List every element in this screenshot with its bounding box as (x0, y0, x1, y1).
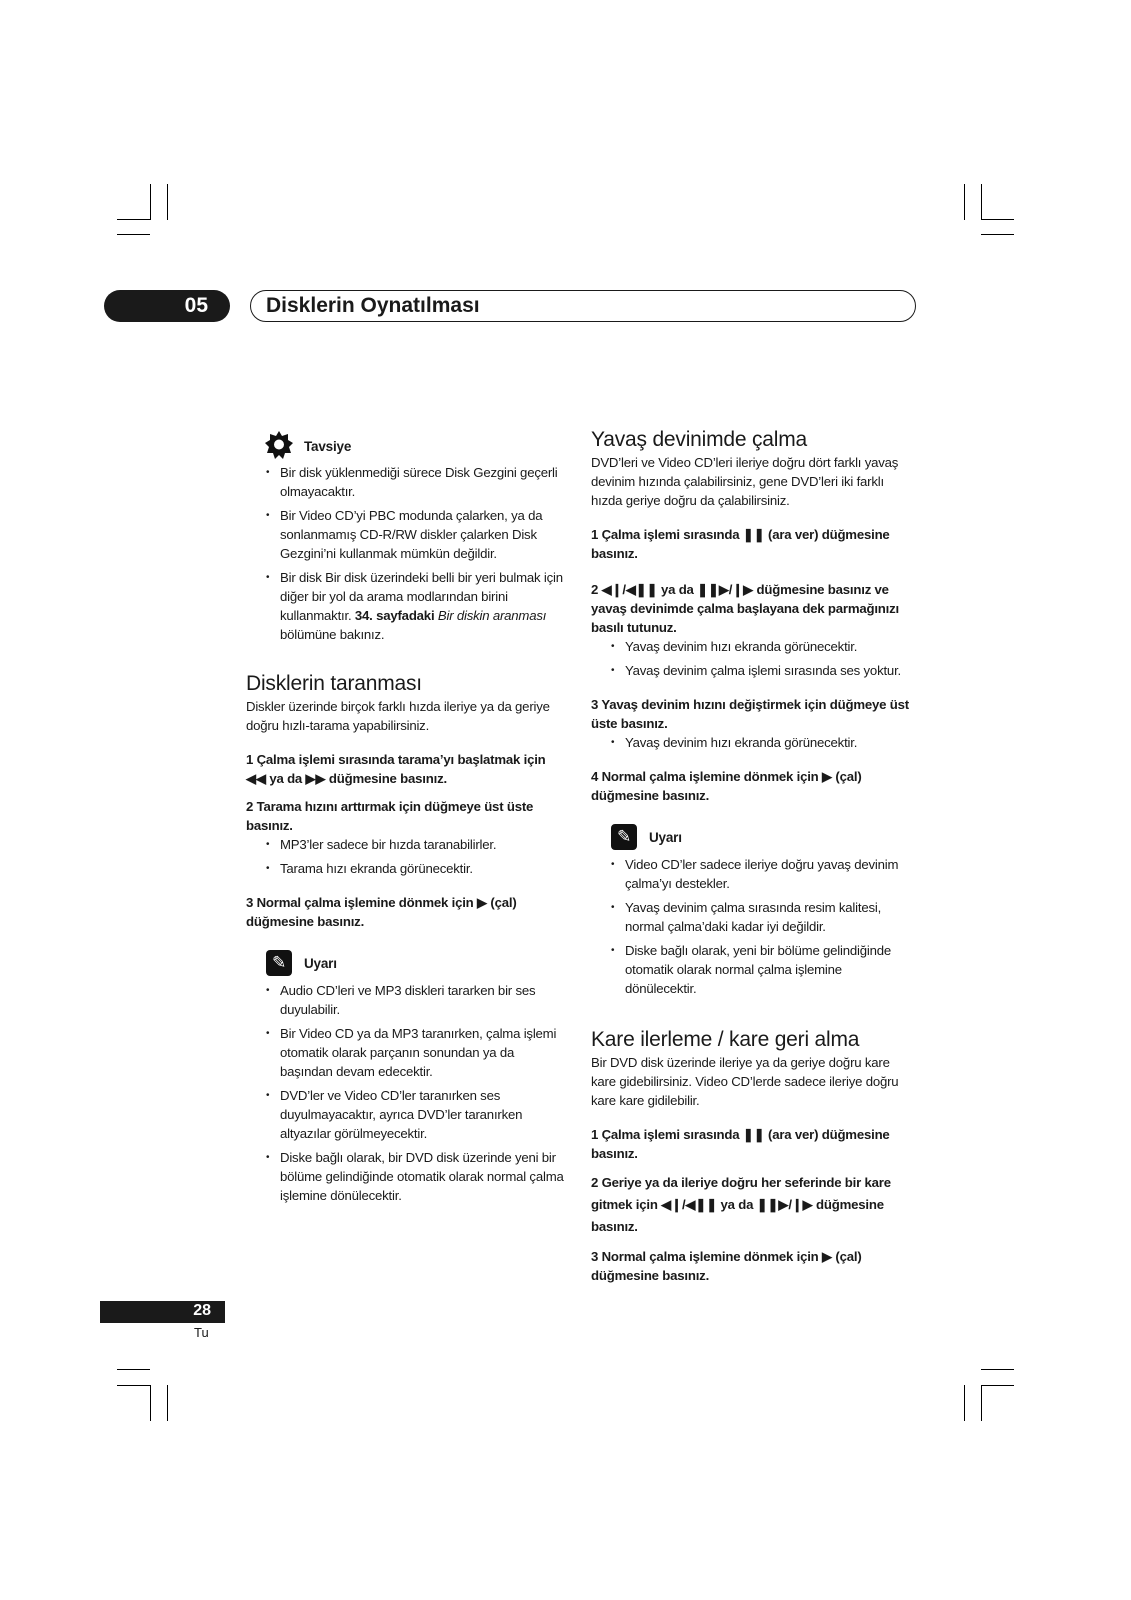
frame-step-3: 3 Normal çalma işlemine dönmek için ▶ (çal) düğmesine basınız. (591, 1249, 862, 1283)
slow-step-1: 1 Çalma işlemi sırasında ❚❚ (ara ver) düğmesine basınız. (591, 527, 890, 561)
left-column (246, 433, 564, 1205)
slow-note-list (591, 855, 909, 998)
crop-mark (981, 219, 1014, 220)
chapter-number: 05 (104, 290, 230, 322)
list-item: • Yavaş devinim çalma işlemi sırasında ses yoktur. (591, 661, 909, 680)
crop-mark (981, 234, 1014, 235)
tip-label: Tavsiye (304, 439, 352, 454)
slow-step-2: 2 ◀❙/◀❚❚ ya da ❚❚▶/❙▶ düğmesine basınız ve yavaş devinimde çalma başlayana dek parmağınızı basılı tutunuz. (591, 582, 899, 635)
crop-mark (981, 1385, 982, 1421)
tip-header (246, 433, 564, 461)
frame-step-2: 2 Geriye ya da ileriye doğru her seferinde bir kare gitmek için ◀❙/◀❚❚ ya da ❚❚▶/❙▶ düğmesine basınız. (591, 1175, 891, 1234)
note-item: • Bir Video CD ya da MP3 taranırken, çalma işlemi otomatik olarak parçanın sonundan ya da başından devam edecektir. (246, 1024, 564, 1081)
note-item: • Diske bağlı olarak, yeni bir bölüme gelindiğinde otomatik olarak normal çalma işlemine dönülecektir. (591, 941, 909, 998)
crop-mark (167, 1385, 168, 1421)
frame-step-1: 1 Çalma işlemi sırasında ❚❚ (ara ver) düğmesine basınız. (591, 1127, 890, 1161)
chapter-title: Disklerin Oynatılması (250, 290, 916, 322)
note-item: • Diske bağlı olarak, bir DVD disk üzerinde yeni bir bölüme gelindiğinde otomatik olarak normal çalma işlemine dönülecektir. (246, 1148, 564, 1205)
scan-intro: Diskler üzerinde birçok farklı hızda ileriye ya da geriye doğru hızlı-tarama yapabilirsiniz. (246, 699, 550, 733)
note-header (591, 824, 909, 852)
list-item: • Yavaş devinim hızı ekranda görünecektir. (591, 637, 909, 656)
crop-mark (150, 184, 151, 220)
page-number: 28 (100, 1301, 225, 1323)
crop-mark (964, 184, 965, 220)
crop-mark (981, 184, 982, 220)
pencil-icon: ✎ (611, 824, 637, 850)
note-item: • Video CD’ler sadece ileriye doğru yavaş devinim çalma’yı destekler. (591, 855, 909, 893)
crop-mark (167, 184, 168, 220)
crop-mark (964, 1385, 965, 1421)
crop-mark (981, 1385, 1014, 1386)
language-code: Tu (194, 1325, 209, 1340)
scan-note-list (246, 981, 564, 1205)
slow-step-2-list (591, 637, 909, 680)
note-label: Uyarı (304, 956, 337, 971)
tip-item: • Bir disk Bir disk üzerindeki belli bir yeri bulmak için diğer bir yol da arama modlarından birini kullanmaktır. 34. sayfadaki Bir diskin aranması bölümüne bakınız. (246, 568, 564, 644)
scan-step-2: 2 Tarama hızını arttırmak için düğmeye üst üste basınız. (246, 799, 534, 833)
scan-step-1: 1 Çalma işlemi sırasında tarama’yı başlatmak için ◀◀ ya da ▶▶ düğmesine basınız. (246, 752, 546, 786)
section-title-slow: Yavaş devinimde çalma (591, 428, 808, 451)
scan-step-2-list (246, 835, 564, 878)
list-item: • Tarama hızı ekranda görünecektir. (246, 859, 564, 878)
list-item: • MP3’ler sadece bir hızda taranabilirler. (246, 835, 564, 854)
crop-mark (117, 1369, 150, 1370)
crop-mark (981, 1369, 1014, 1370)
scan-step-3: 3 Normal çalma işlemine dönmek için ▶ (çal) düğmesine basınız. (246, 895, 517, 929)
slow-step-3: 3 Yavaş devinim hızını değiştirmek için düğmeye üst üste basınız. (591, 697, 909, 731)
slow-intro: DVD’leri ve Video CD’leri ileriye doğru dört farklı yavaş devinim hızında çalabilirsiniz, gene DVD’leri iki farklı hızda geriye doğru da çalabilirsiniz. (591, 455, 899, 508)
slow-step-3-list (591, 733, 909, 752)
crop-mark (150, 1385, 151, 1421)
crop-mark (117, 219, 150, 220)
section-title-scan: Disklerin taranması (246, 672, 422, 695)
tip-item: • Bir Video CD’yi PBC modunda çalarken, ya da sonlanmamış CD-R/RW diskler çalarken Disk Gezgini’ni kullanmak mümkün değildir. (246, 506, 564, 563)
note-label: Uyarı (649, 830, 682, 845)
slow-step-4: 4 Normal çalma işlemine dönmek için ▶ (çal) düğmesine basınız. (591, 769, 862, 803)
tip-item: • Bir disk yüklenmediği sürece Disk Gezgini geçerli olmayacaktır. (246, 463, 564, 501)
note-item: • DVD’ler ve Video CD’ler taranırken ses duyulmayacaktır, ayrıca DVD’ler taranırken altyazılar görülmeyecektir. (246, 1086, 564, 1143)
note-item: • Yavaş devinim çalma sırasında resim kalitesi, normal çalma’daki kadar iyi değildir. (591, 898, 909, 936)
frame-intro: Bir DVD disk üzerinde ileriye ya da geriye doğru kare kare gidebilirsiniz. Video CD’lerde sadece ileriye doğru kare kare gidilebilir. (591, 1055, 899, 1108)
tip-icon (264, 430, 294, 460)
section-title-frame: Kare ilerleme / kare geri alma (591, 1028, 860, 1051)
crop-mark (117, 1385, 150, 1386)
tip-list (246, 463, 564, 644)
right-column (591, 427, 909, 1285)
pencil-icon: ✎ (266, 950, 292, 976)
note-item: • Audio CD’leri ve MP3 diskleri tararken bir ses duyulabilir. (246, 981, 564, 1019)
crop-mark (117, 234, 150, 235)
note-header (246, 950, 564, 978)
list-item: • Yavaş devinim hızı ekranda görünecektir. (591, 733, 909, 752)
